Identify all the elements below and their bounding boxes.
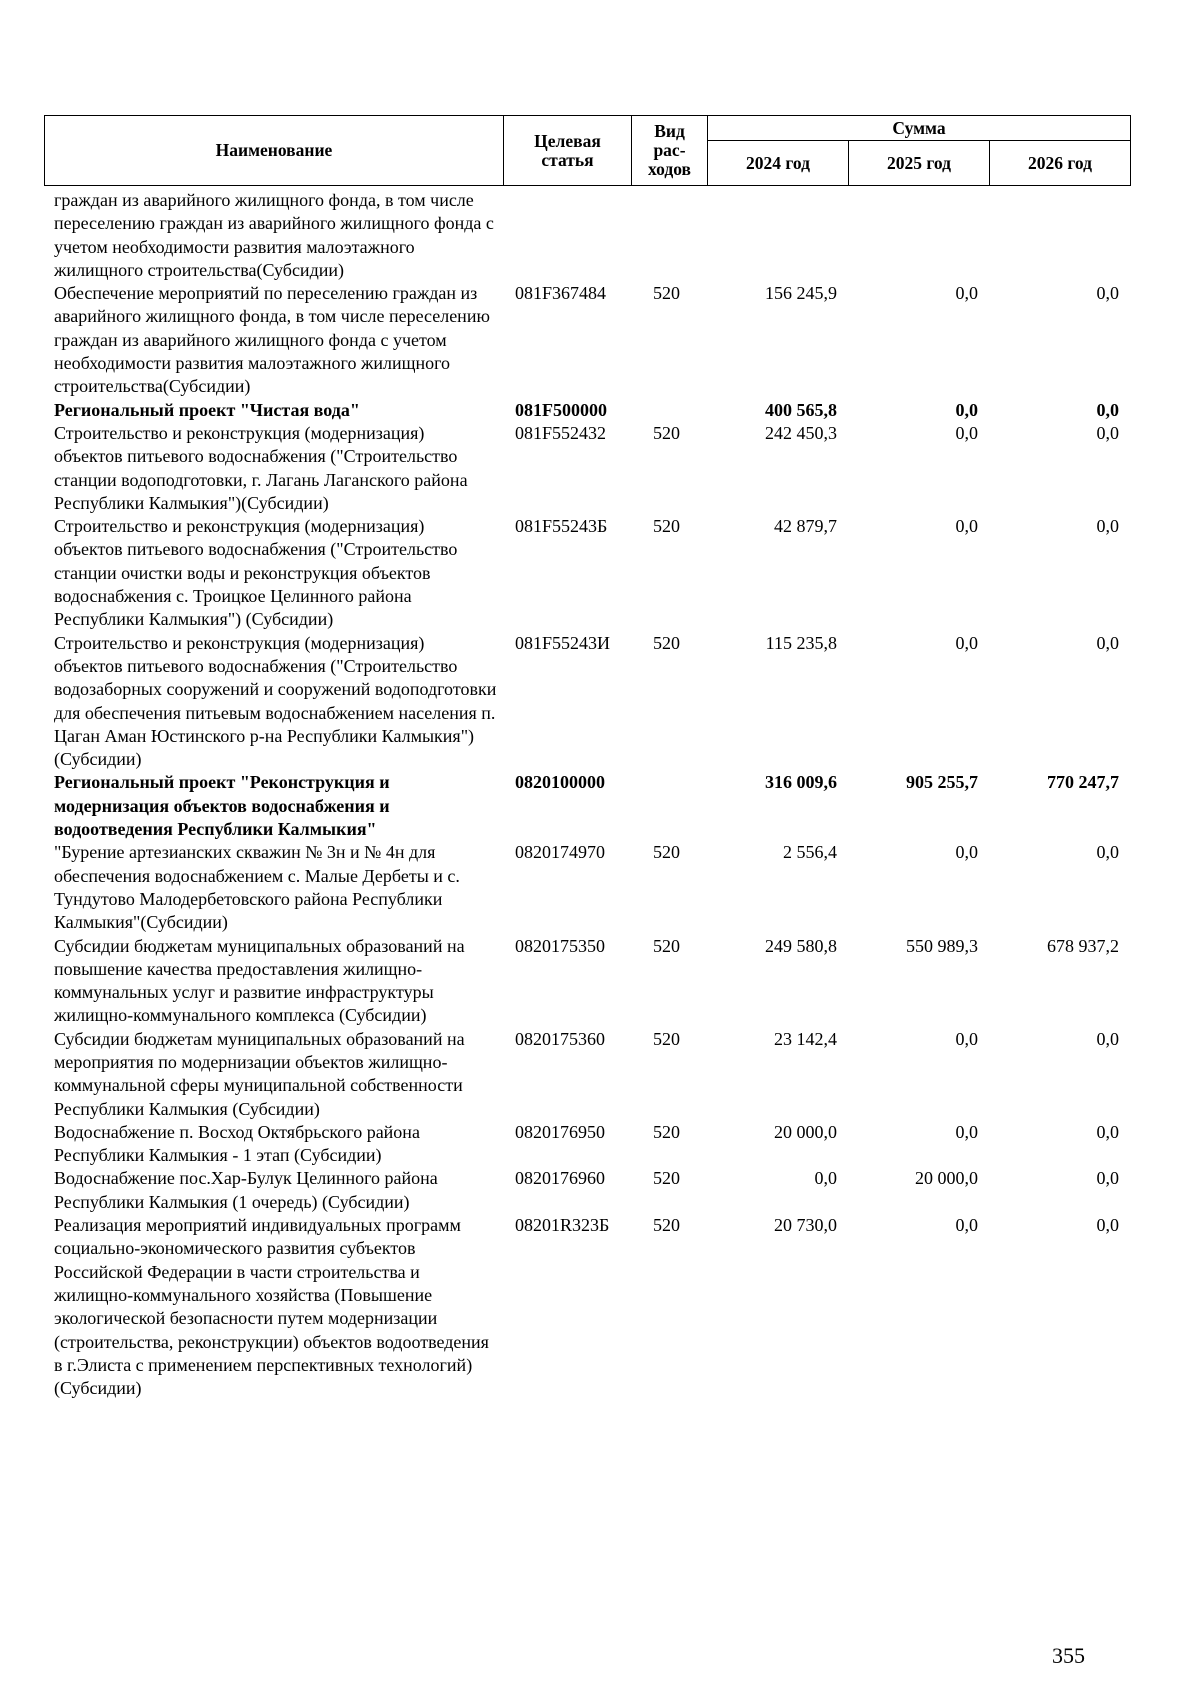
row-amount-2025: 905 255,7: [906, 772, 978, 793]
row-amount-2025: 0,0: [955, 842, 978, 863]
row-amount-2025: 0,0: [955, 1028, 978, 1049]
row-expense-type: [631, 399, 707, 422]
row-name: Субсидии бюджетам муниципальных образований на повышение качества предоставления жилищно-коммунальных услуг и развитие инфраструктуры жилищно-коммунального комплекса (Субсидии): [54, 935, 465, 1026]
header-name: Наименование: [45, 116, 504, 186]
header-year-2025: 2025 год: [849, 141, 990, 186]
row-code: [503, 189, 631, 282]
row-amount-2025: 0,0: [955, 422, 978, 443]
table-row: [44, 1121, 1130, 1168]
row-amount-2026: 0,0: [1096, 842, 1119, 863]
row-amount-2026: 0,0: [1096, 632, 1119, 653]
row-code: 0820174970: [515, 842, 605, 863]
row-amount-2026: 0,0: [1096, 283, 1119, 304]
row-expense-type: 520: [653, 516, 680, 537]
row-amount-2024: 400 565,8: [765, 399, 837, 420]
row-amount-2026: 0,0: [1096, 422, 1119, 443]
row-code: 0820176960: [515, 1168, 605, 1189]
table-header: [44, 115, 1131, 186]
row-expense-type: 520: [653, 1028, 680, 1049]
row-amount-2024: 115 235,8: [765, 632, 837, 653]
row-amount-2026: 0,0: [1096, 1168, 1119, 1189]
row-amount-2026: [989, 189, 1130, 282]
row-amount-2025: 550 989,3: [906, 935, 978, 956]
row-expense-type: 520: [653, 283, 680, 304]
row-amount-2025: 0,0: [955, 283, 978, 304]
row-name: Строительство и реконструкция (модернизация) объектов питьевого водоснабжения ("Строительство станции очистки воды и реконструкция объектов водоснабжения с. Троицкое Целинного района Республики Калмыкия") (Субсидии): [54, 516, 458, 630]
row-name: Строительство и реконструкция (модернизация) объектов питьевого водоснабжения ("Строительство водозаборных сооружений и сооружений водоподготовки для обеспечения питьевым водоснабжением населения п. Цаган Аман Юстинского р-на Республики Калмыкия")(Субсидии): [54, 632, 497, 770]
row-name: Строительство и реконструкция (модернизация) объектов питьевого водоснабжения ("Строительство станции водоподготовки, г. Лагань Лаганского района Республики Калмыкия")(Субсидии): [54, 422, 468, 513]
row-amount-2024: 42 879,7: [774, 516, 837, 537]
row-amount-2024: 156 245,9: [765, 283, 837, 304]
row-amount-2024: 20 730,0: [774, 1215, 837, 1236]
row-amount-2024: 2 556,4: [783, 842, 837, 863]
table-row: [44, 771, 1130, 841]
row-name: "Бурение артезианских скважин № 3н и № 4н для обеспечения водоснабжением с. Малые Дербеты и с. Тундутово Малодербетовского района Республики Калмыкия"(Субсидии): [54, 842, 460, 933]
row-name: Региональный проект "Чистая вода": [54, 399, 360, 420]
row-expense-type: 520: [653, 422, 680, 443]
row-code: 08201R323Б: [515, 1215, 610, 1236]
table-row: [44, 422, 1130, 515]
row-name: Водоснабжение п. Восход Октябрьского района Республики Калмыкия - 1 этап (Субсидии): [54, 1121, 420, 1166]
row-expense-type: [631, 189, 707, 282]
row-amount-2025: 0,0: [955, 1121, 978, 1142]
row-amount-2024: 23 142,4: [774, 1028, 837, 1049]
table-row: [44, 515, 1130, 631]
table-row: [44, 399, 1130, 422]
row-expense-type: 520: [653, 1215, 680, 1236]
row-code: 081F55243И: [515, 632, 611, 653]
row-code: 0820176950: [515, 1121, 605, 1142]
row-amount-2024: 242 450,3: [765, 422, 837, 443]
row-amount-2024: [707, 189, 848, 282]
row-expense-type: 520: [653, 935, 680, 956]
table-row: [44, 1214, 1130, 1400]
row-code: 0820175360: [515, 1028, 605, 1049]
header-year-2024: 2024 год: [708, 141, 849, 186]
header-sum: Сумма: [708, 116, 1131, 141]
table-row: [44, 1167, 1130, 1214]
budget-table: [44, 189, 1130, 1400]
table-row: [44, 189, 1130, 282]
row-expense-type: 520: [653, 842, 680, 863]
row-amount-2025: 0,0: [955, 399, 978, 420]
row-amount-2026: 678 937,2: [1047, 935, 1119, 956]
row-expense-type: 520: [653, 1121, 680, 1142]
table-row: [44, 935, 1130, 1028]
row-code: 0820175350: [515, 935, 605, 956]
row-amount-2026: 0,0: [1096, 1121, 1119, 1142]
row-amount-2025: 0,0: [955, 1215, 978, 1236]
row-amount-2025: 0,0: [955, 632, 978, 653]
row-amount-2025: 20 000,0: [915, 1168, 978, 1189]
header-year-2026: 2026 год: [990, 141, 1131, 186]
row-amount-2026: 0,0: [1096, 1215, 1119, 1236]
table-row: [44, 841, 1130, 934]
header-type: Вид рас- ходов: [632, 116, 708, 186]
row-amount-2024: 0,0: [814, 1168, 837, 1189]
row-name: Субсидии бюджетам муниципальных образований на мероприятия по модернизации объектов жилищно-коммунальной сферы муниципальной собственности Республики Калмыкия (Субсидии): [54, 1028, 465, 1119]
row-amount-2026: 0,0: [1096, 1028, 1119, 1049]
row-name: Водоснабжение пос.Хар-Булук Целинного района Республики Калмыкия (1 очередь) (Субсидии): [54, 1168, 438, 1212]
row-name: Региональный проект "Реконструкция и модернизация объектов водоснабжения и водоотведения Республики Калмыкия": [54, 772, 390, 840]
table-row: [44, 632, 1130, 772]
page-number: 355: [1052, 1643, 1085, 1668]
row-amount-2024: 20 000,0: [774, 1121, 837, 1142]
row-amount-2026: 0,0: [1096, 516, 1119, 537]
row-code: 081F55243Б: [515, 516, 608, 537]
row-expense-type: 520: [653, 632, 680, 653]
table-row: [44, 282, 1130, 398]
row-code: 081F367484: [515, 283, 607, 304]
row-amount-2026: 0,0: [1096, 399, 1119, 420]
row-expense-type: 520: [653, 1168, 680, 1189]
row-code: 081F552432: [515, 422, 607, 443]
row-name: Реализация мероприятий индивидуальных программ социально-экономического развития субъектов Российской Федерации в части строительства и жилищно-коммунального хозяйства (Повышение экологической безопасности путем модернизации (строительства, реконструкции) объектов водоотведения в г.Элиста с применением перспективных технологий) (Субсидии): [54, 1215, 489, 1399]
row-code: 081F500000: [515, 399, 607, 420]
row-expense-type: [631, 771, 707, 841]
table-row: [44, 1028, 1130, 1121]
row-amount-2024: 316 009,6: [765, 772, 837, 793]
row-name: граждан из аварийного жилищного фонда, в том числе переселению граждан из аварийного жилищного фонда с учетом необходимости развития малоэтажного жилищного строительства(Субсидии): [54, 190, 494, 280]
row-amount-2025: 0,0: [955, 516, 978, 537]
row-code: 0820100000: [515, 772, 605, 793]
row-amount-2025: [848, 189, 989, 282]
row-amount-2024: 249 580,8: [765, 935, 837, 956]
row-name: Обеспечение мероприятий по переселению граждан из аварийного жилищного фонда, в том числе переселению граждан из аварийного жилищного фонда с учетом необходимости развития малоэтажного жилищного строительства(Субсидии): [54, 283, 490, 397]
header-code: Целевая статья: [504, 116, 632, 186]
row-amount-2026: 770 247,7: [1047, 772, 1119, 793]
